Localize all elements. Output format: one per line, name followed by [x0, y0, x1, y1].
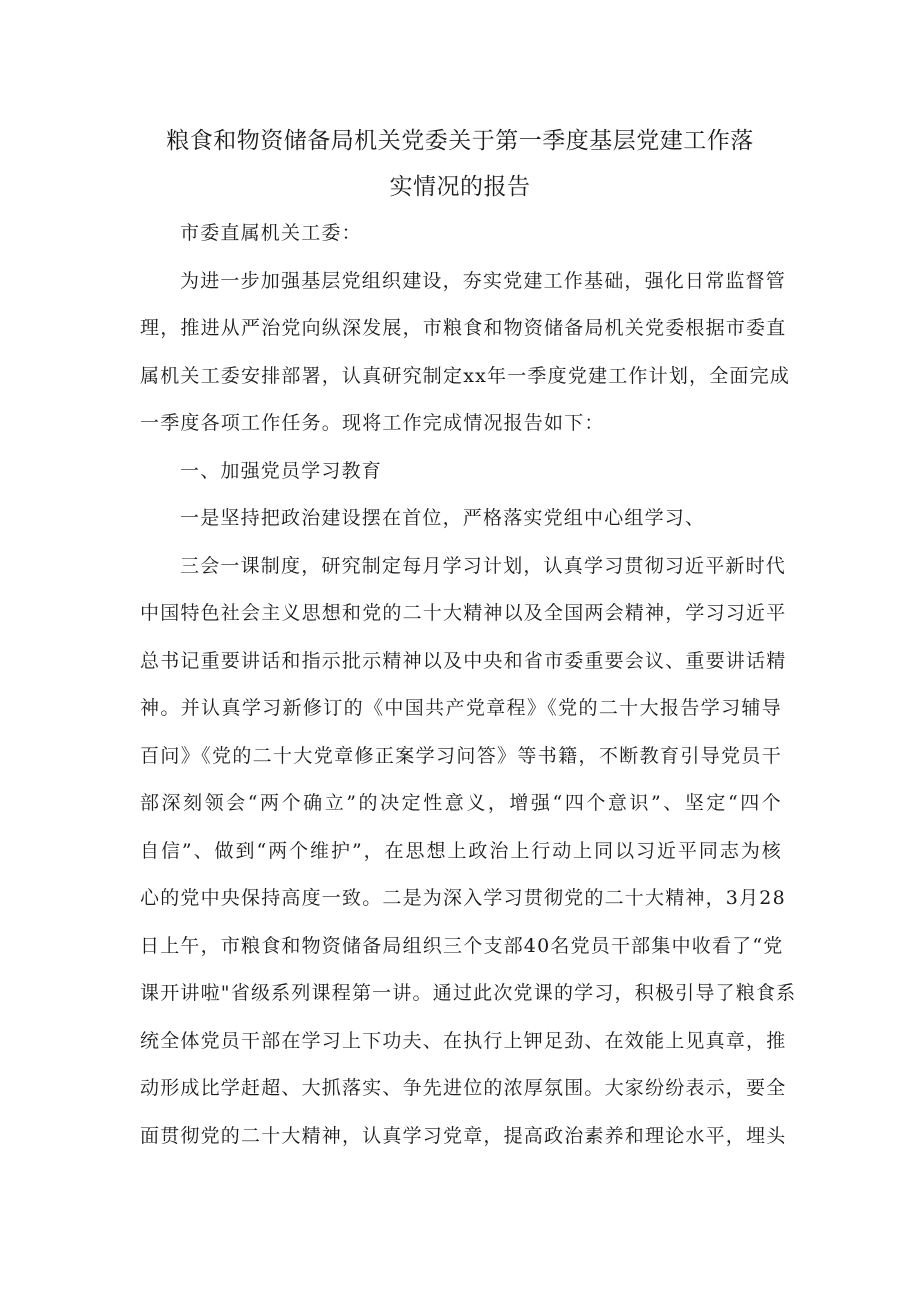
- document-title-line-1: 粮食和物资储备局机关党委关于第一季度基层党建工作落: [166, 128, 754, 154]
- body-line: 一是坚持把政治建设摆在首位，严格落实党组中心组学习、: [180, 507, 706, 529]
- body-line: 心的党中央保持高度一致。二是为深入学习贯彻党的二十大精神，3月28: [140, 887, 786, 909]
- body-line: 神。并认真学习新修订的《中国共产党章程》《党的二十大报告学习辅导: [140, 697, 782, 719]
- body-line: 统全体党员干部在学习上下功夫、在执行上钾足劲、在效能上见真章，推: [140, 1029, 787, 1052]
- section-heading: 一、加强党员学习教育: [180, 459, 383, 482]
- body-line: 属机关工委安排部署，认真研究制定xx年一季度党建工作计划，全面完成: [140, 364, 791, 387]
- body-line: 总书记重要讲话和指示批示精神以及中央和省市委重要会议、重要讲话精: [140, 649, 787, 672]
- body-line: 课开讲啦"省级系列课程第一讲。通过此次党课的学习，积极引导了粮食系: [140, 982, 797, 1004]
- body-line: 部深刻领会“两个确立”的决定性意义，增强“四个意识”、坚定“四个: [140, 792, 782, 814]
- body-line: 中国特色社会主义思想和党的二十大精神以及全国两会精神，学习习近平: [140, 602, 787, 624]
- salutation: 市委直属机关工委：: [180, 222, 362, 244]
- body-line: 理，推进从严治党向纵深发展，市粮食和物资储备局机关党委根据市委直: [140, 317, 787, 339]
- body-line: 日上午，市粮食和物资储备局组织三个支部40名党员干部集中收看了“党: [140, 934, 784, 957]
- body-line: 自信”、做到“两个维护”，在思想上政治上行动上同以习近平同志为核: [140, 839, 782, 862]
- document-title-line-2: 实情况的报告: [389, 174, 531, 200]
- body-line: 百问》《党的二十大党章修正案学习问答》等书籍，不断教育引导党员干: [140, 744, 782, 767]
- body-line: 一季度各项工作任务。现将工作完成情况报告如下：: [140, 412, 605, 434]
- body-line: 三会一课制度，研究制定每月学习计划，认真学习贯彻习近平新时代: [180, 554, 787, 577]
- body-line: 为进一步加强基层党组织建设，夯实党建工作基础，强化日常监督管: [180, 269, 787, 292]
- document-body: [140, 210, 797, 1160]
- body-line: 动形成比学赶超、大抓落实、争先进位的浓厚氛围。大家纷纷表示，要全: [140, 1077, 787, 1099]
- body-line: 面贯彻党的二十大精神，认真学习党章，提高政治素养和理论水平，埋头: [140, 1124, 787, 1147]
